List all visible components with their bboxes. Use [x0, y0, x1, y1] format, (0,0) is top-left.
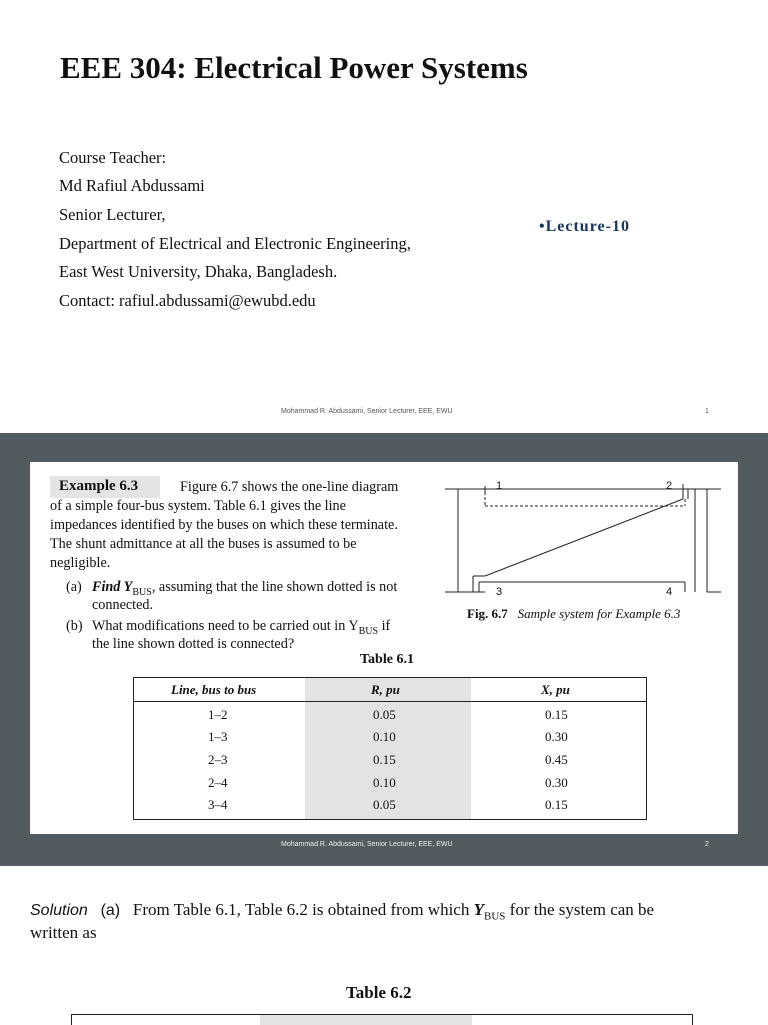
- table-cell: 2–4: [208, 775, 228, 790]
- one-line-diagram: [445, 474, 725, 604]
- table-cell: 3–4: [208, 797, 228, 812]
- teacher-designation: Senior Lecturer,: [59, 205, 166, 224]
- paragraph-line-2: of a simple four-bus system. Table 6.1 gives the line: [50, 498, 346, 514]
- item-a-line-1: Find $Y_{BUS}$, assuming that the line shown dotted is not: [92, 579, 398, 598]
- paragraph-line-5: negligible.: [50, 555, 111, 571]
- lecture-number: •Lecture-10: [539, 218, 630, 235]
- paragraph-line-3: impedances identified by the buses on which these terminate.: [50, 517, 398, 533]
- table-header-rule: [133, 701, 647, 702]
- table-cell: 2–3: [208, 752, 228, 767]
- teacher-university: East West University, Dhaka, Bangladesh.: [59, 262, 338, 281]
- table-cell: 0.30: [545, 775, 568, 790]
- page-number: 1: [705, 408, 709, 415]
- table-header-line: Line, bus to bus: [171, 682, 257, 697]
- bus-1-label: 1: [496, 480, 503, 492]
- item-a-line-2: connected.: [92, 597, 154, 613]
- figure-caption: Fig. 6.7 Sample system for Example 6.3: [467, 606, 681, 621]
- table-cell: 0.15: [545, 797, 568, 812]
- table-6-2-title: Table 6.2: [346, 983, 412, 1002]
- course-title: EEE 304: Electrical Power Systems: [60, 50, 528, 85]
- teacher-department: Department of Electrical and Electronic Engineering,: [59, 234, 411, 253]
- table-cell: 0.10: [373, 729, 396, 744]
- table-cell: 1–2: [208, 707, 228, 722]
- table-cell: 0.45: [545, 752, 568, 767]
- teacher-line-1: Course Teacher:: [59, 148, 167, 167]
- table-6-2: [71, 1014, 693, 1025]
- item-b-marker: (b): [66, 618, 83, 634]
- table-header-r: R, pu: [371, 682, 400, 697]
- teacher-contact: Contact: rafiul.abdussami@ewubd.edu: [59, 291, 316, 310]
- bus-2-label: 2: [666, 480, 673, 492]
- page-number: 2: [705, 841, 709, 848]
- table-header-x: X, pu: [541, 682, 570, 697]
- table-cell: 0.05: [373, 797, 396, 812]
- solution-line-2: written as: [30, 923, 97, 942]
- example-panel: [30, 462, 738, 834]
- table-6-1: [133, 677, 647, 820]
- table-cell: 0.10: [373, 775, 396, 790]
- line-2-3: [485, 499, 683, 576]
- table-cell: 0.15: [545, 707, 568, 722]
- item-b-line-1: What modifications need to be carried out in $Y_{BUS}$ if: [92, 618, 391, 637]
- item-a-marker: (a): [66, 579, 82, 595]
- slide-footer: Mohammad R. Abdussami, Senior Lecturer, EEE, EWU: [281, 841, 453, 848]
- table-cell: 0.05: [373, 707, 396, 722]
- slide-2: [0, 433, 768, 866]
- slide-3: [0, 866, 768, 1024]
- slide-footer: Mohammad R. Abdussami, Senior Lecturer, EEE, EWU: [281, 408, 453, 415]
- paragraph-line-1: Figure 6.7 shows the one-line diagram: [180, 479, 399, 495]
- table-cell: 1–3: [208, 729, 228, 744]
- bus-4-label: 4: [666, 586, 673, 598]
- solution-line-1: Solution (a) From Table 6.1, Table 6.2 is obtained from which $Y_{BUS}$ for the system can be: [30, 900, 655, 923]
- bus-3-label: 3: [496, 586, 503, 598]
- paragraph-line-4: The shunt admittance at all the buses is assumed to be: [50, 536, 357, 552]
- slide-1: [0, 0, 768, 433]
- example-label: Example 6.3: [59, 478, 139, 494]
- item-b-line-2: the line shown dotted is connected?: [92, 636, 295, 652]
- teacher-name: Md Rafiul Abdussami: [59, 176, 205, 195]
- table-cell: 0.15: [373, 752, 396, 767]
- table-cell: 0.30: [545, 729, 568, 744]
- table-6-1-title: Table 6.1: [360, 652, 414, 667]
